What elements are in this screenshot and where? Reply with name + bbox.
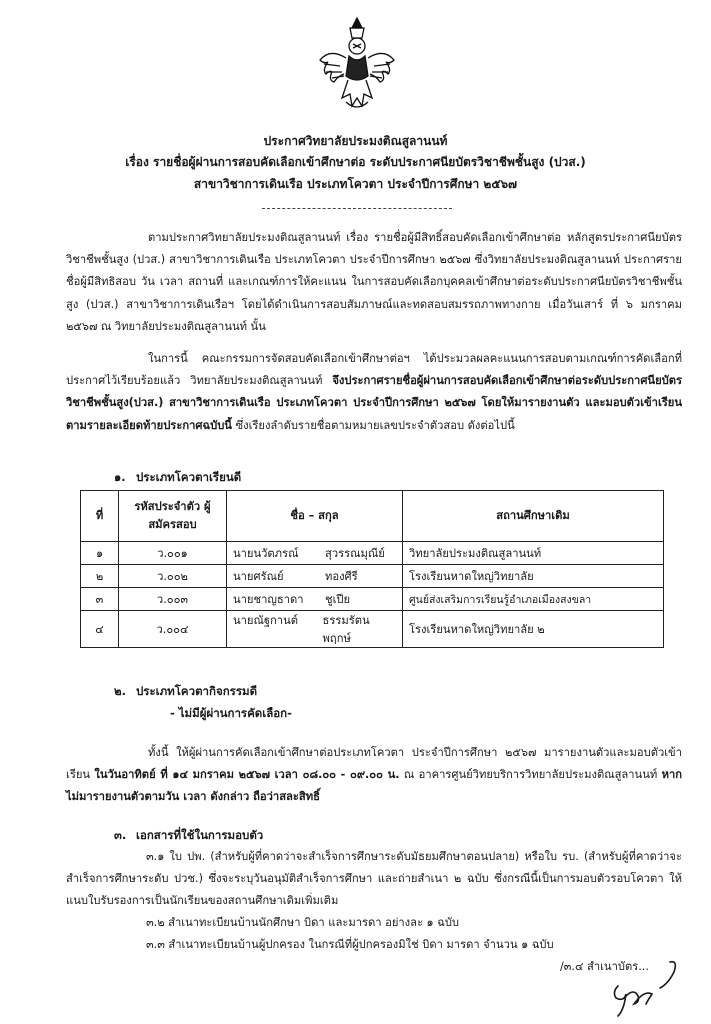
intro-paragraph-1 [66,227,682,338]
last-name: ธรรมรัตนพฤกษ์ [322,614,370,645]
table-row [81,565,664,588]
intro-text-2a: ในการนี้ คณะกรรมการจัดสอบคัดเลือกเข้าศึกษาต่อฯ ได้ประมวลผลคะแนนการสอบตามเกณฑ์การคัดเลือกที่ประกาศไว้เรียบร้อยแล้ว วิทยาลัยประมงติณสูลานนท์ [66,352,682,388]
cell-school: วิทยาลัยประมงติณสูลานนท์ [403,542,664,565]
cell-no: ๒ [81,565,119,588]
cell-code: ว.๐๐๒ [119,565,227,588]
doc-item-1: ๓.๑ ใบ ปพ. (สำหรับผู้ที่คาดว่าจะสำเร็จการศึกษาระดับมัธยมศึกษาตอนปลาย) หรือใบ รบ. (สำหรับผู้ที่คาดว่าจะสำเร็จการศึกษาระดับ ปวช.) ซึ่งจะระบุวันอนุมัติสำเร็จการศึกษา และถ่ายสำเนา ๒ ฉบับ ซึ่งกรณีนี้เป็นการมอบตัวรอบโควตา ให้แนบใบรับรองการเป็นนักเรียนของสถานศึกษาเดิมเพิ่มเติม [66,850,682,908]
last-name: สุวรรณมุณีย์ [325,547,385,560]
garuda-emblem-icon [316,14,398,114]
report-paragraph [66,742,682,809]
first-name: นายชาญธาดา [233,593,304,606]
report-text-a: ทั้งนี้ ให้ผู้ผ่านการคัดเลือกเข้าศึกษาต่อประเภทโควตา ประจำปีการศึกษา ๒๕๖๗ มารายงานตัวและมอบตัวเข้าเรียน [66,746,682,782]
cell-name [227,588,403,611]
cell-no: ๓ [81,588,119,611]
col-header-school: สถานศึกษาเดิม [403,491,664,542]
intro-text-2c: ซึ่งเรียงลำดับรายชื่อตามหมายเลขประจำตัวสอบ ดังต่อไปนี้ [231,418,515,432]
report-date: ในวันอาทิตย์ ที่ ๑๔ มกราคม ๒๕๖๗ เวลา ๐๘.๐๐ - ๐๙.๐๐ น. [94,768,400,782]
section-3-item-1 [66,846,682,913]
section-2-heading [114,682,257,700]
quota-table [80,490,664,648]
col-header-code: รหัสประจำตัว ผู้สมัครสอบ [119,491,227,542]
first-name: นายนวัตภรณ์ [233,547,299,560]
intro-paragraph-2 [66,348,682,437]
col-header-no: ที่ [81,491,119,542]
cell-school: ศูนย์ส่งเสริมการเรียนรู้อำเภอเมืองสงขลา [403,588,664,611]
section-2-number: ๒. [114,684,126,698]
section-1-number: ๑. [114,470,126,484]
section-2-title: ประเภทโควตากิจกรรมดี [136,684,258,698]
table-header-row [81,491,664,542]
doc-item-3: ๓.๓ สำเนาทะเบียนบ้านผู้ปกครอง ในกรณีที่ผู้ปกครองมิใช่ บิดา มารดา จำนวน ๑ ฉบับ [146,938,554,951]
cell-code: ว.๐๐๔ [119,611,227,648]
section-1-title: ประเภทโควตาเรียนดี [136,470,242,484]
cell-code: ว.๐๐๓ [119,588,227,611]
section-2-note: - ไม่มีผู้ผ่านการคัดเลือก- [170,706,292,720]
last-name: ทองศีรี [325,570,358,583]
handwritten-signature [600,958,680,1018]
section-3-number: ๓. [114,828,127,842]
cell-name [227,611,403,648]
table-row [81,611,664,648]
header-subject: เรื่อง รายชื่อผู้ผ่านการสอบคัดเลือกเข้าศึกษาต่อ ระดับประกาศนียบัตรวิชาชีพชั้นสูง (ปวส.) [125,155,586,169]
header-subject-cont: สาขาวิชาการเดินเรือ ประเภทโควตา ประจำปีการศึกษา ๒๕๖๗ [193,177,518,191]
intro-text-1: ตามประกาศวิทยาลัยประมงติณสูลานนท์ เรื่อง รายชื่อผู้มีสิทธิ์สอบคัดเลือกเข้าศึกษาต่อ หลักสูตรประกาศนียบัตรวิชาชีพชั้นสูง (ปวส.) สาขาวิชาการเดินเรือ ประเภทโควตา ประจำปีการศึกษา ๒๕๖๗ ซึ่งวิทยาลัยประมงติณสูลานนท์ ประกาศรายชื่อผู้มีสิทธิสอบ วัน เวลา สถานที่ และเกณฑ์การให้คะแนน ในการสอบคัดเลือกบุคคลเข้าศึกษาต่อระดับประกาศนียบัตรวิชาชีพชั้นสูง (ปวส.) สาขาวิชาการเดินเรือฯ โดยได้ดำเนินการสอบสัมภาษณ์และทดสอบสมรรถภาพทางกาย เมื่อวันเสาร์ ที่ ๖ มกราคม ๒๕๖๗ ณ วิทยาลัยประมงติณสูลานนท์ นั้น [66,231,682,333]
first-name: นายศรัณย์ [233,570,284,583]
doc-item-2: ๓.๒ สำเนาทะเบียนบ้านนักศึกษา บิดา และมารดา อย่างละ ๑ ฉบับ [146,916,460,929]
cell-school: โรงเรียนหาดใหญ่วิทยาลัย ๒ [403,611,664,648]
cell-no: ๑ [81,542,119,565]
table-row [81,588,664,611]
cell-name [227,542,403,565]
cell-school: โรงเรียนหาดใหญ่วิทยาลัย [403,565,664,588]
report-text-c: ณ อาคารศูนย์วิทยบริการวิทยาลัยประมงติณสูลานนท์ [399,768,662,782]
last-name: ชูเปีย [325,593,351,606]
first-name: นายณัฐกานต์ [233,614,299,627]
table-row [81,542,664,565]
header-divider [262,208,452,209]
intro-text-2b: จึงประกาศรายชื่อผู้ผ่านการสอบคัดเลือกเข้าศึกษาต่อระดับประกาศนียบัตรวิชาชีพชั้นสูง(ปวส.) สาขาวิชาการเดินเรือ ประเภทโควตา ประจำปีการศึกษา ๒๕๖๗ โดยให้มารายงานตัว และมอบตัวเข้าเรียนตามรายละเอียดท้ายประกาศฉบับนี้ [66,374,682,432]
header-title: ประกาศวิทยาลัยประมงติณสูลานนท์ [263,134,448,148]
continuation-note: /๓.๔ สำเนาบัตร... [560,960,649,973]
col-header-name: ชื่อ – สกุล [227,491,403,542]
section-1-heading [114,468,241,486]
section-3-title: เอกสารที่ใช้ในการมอบตัว [136,828,264,842]
cell-no: ๔ [81,611,119,648]
cell-code: ว.๐๐๑ [119,542,227,565]
report-warning: หากไม่มารายงานตัวตามวัน เวลา ดังกล่าว ถือว่าสละสิทธิ์ [66,768,683,804]
cell-name [227,565,403,588]
section-3-heading [114,826,263,844]
